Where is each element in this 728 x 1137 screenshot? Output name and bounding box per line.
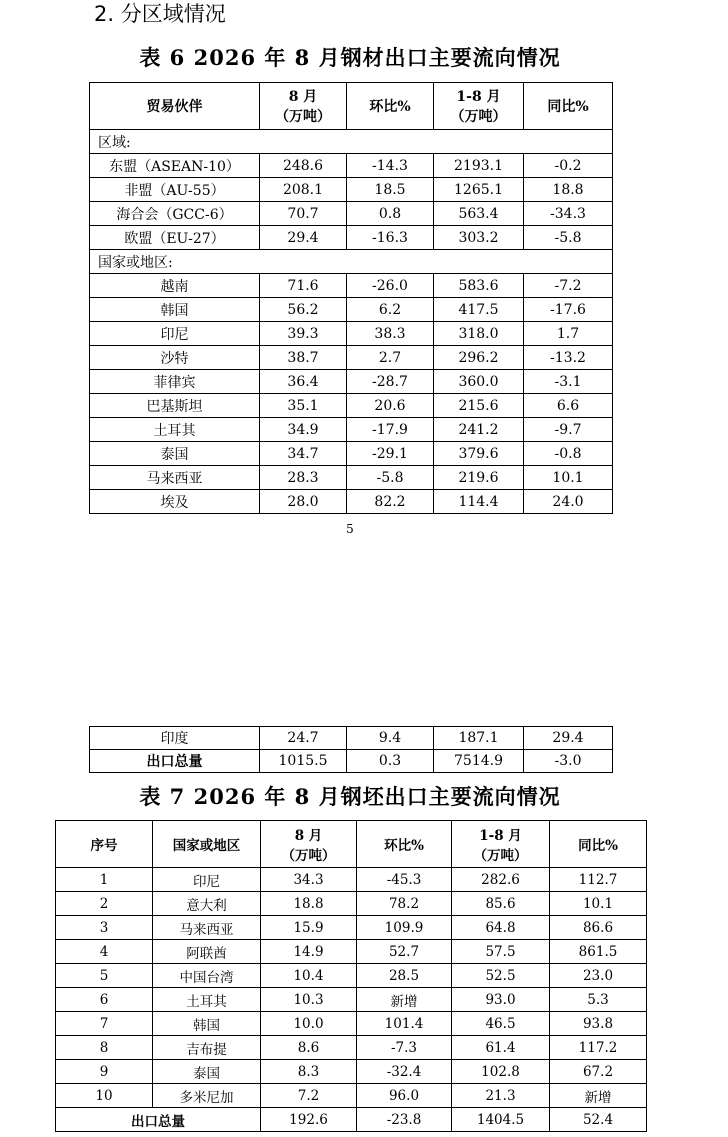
table-cell: 93.8 xyxy=(550,1012,647,1036)
table-cell: 102.8 xyxy=(452,1060,550,1084)
table-cell: 861.5 xyxy=(550,940,647,964)
table-cell: 2 xyxy=(56,892,153,916)
table-cell: 2193.1 xyxy=(434,154,524,178)
table6 xyxy=(89,82,613,514)
row-label: 土耳其 xyxy=(153,988,261,1012)
table-cell: 29.4 xyxy=(260,226,347,250)
row-label: 海合会（GCC-6） xyxy=(90,202,260,226)
table-cell: 7.2 xyxy=(261,1084,357,1108)
table-cell: 6.6 xyxy=(524,394,613,418)
table-row xyxy=(90,727,613,750)
row-label: 土耳其 xyxy=(90,418,260,442)
table-header-row xyxy=(90,83,613,130)
table-cell: 38.7 xyxy=(260,346,347,370)
table-cell: 109.9 xyxy=(357,916,452,940)
table-cell: 61.4 xyxy=(452,1036,550,1060)
table-cell: -14.3 xyxy=(347,154,434,178)
table-cell: 35.1 xyxy=(260,394,347,418)
table-cell: -13.2 xyxy=(524,346,613,370)
table-cell: 0.8 xyxy=(347,202,434,226)
table-cell: 38.3 xyxy=(347,322,434,346)
table6-continued xyxy=(89,726,613,773)
row-label: 欧盟（EU-27） xyxy=(90,226,260,250)
table-cell: -45.3 xyxy=(357,868,452,892)
table-cell: 215.6 xyxy=(434,394,524,418)
table-cell: 85.6 xyxy=(452,892,550,916)
table-cell: -17.6 xyxy=(524,298,613,322)
row-label: 菲律宾 xyxy=(90,370,260,394)
table-cell: 248.6 xyxy=(260,154,347,178)
table-cell: 7 xyxy=(56,1012,153,1036)
table-cell: 5 xyxy=(56,964,153,988)
table-cell: 18.8 xyxy=(261,892,357,916)
table-cell: 52.5 xyxy=(452,964,550,988)
row-label: 韩国 xyxy=(90,298,260,322)
group-label: 区域: xyxy=(90,130,613,154)
table-row xyxy=(56,1012,647,1036)
table-cell: -26.0 xyxy=(347,274,434,298)
table-cell: 23.0 xyxy=(550,964,647,988)
table-cell: 96.0 xyxy=(357,1084,452,1108)
row-label: 印尼 xyxy=(90,322,260,346)
table-cell: -17.9 xyxy=(347,418,434,442)
table-cell: 1 xyxy=(56,868,153,892)
table-cell: 3 xyxy=(56,916,153,940)
table-cell: 18.8 xyxy=(524,178,613,202)
table-cell: 28.3 xyxy=(260,466,347,490)
table-cell: 64.8 xyxy=(452,916,550,940)
table-cell: -5.8 xyxy=(347,466,434,490)
table-cell: 70.7 xyxy=(260,202,347,226)
table-cell: -16.3 xyxy=(347,226,434,250)
table-cell: 10.1 xyxy=(524,466,613,490)
table-cell: 93.0 xyxy=(452,988,550,1012)
row-label: 埃及 xyxy=(90,490,260,514)
row-label: 马来西亚 xyxy=(90,466,260,490)
table-cell: 39.3 xyxy=(260,322,347,346)
table-cell: 187.1 xyxy=(434,727,524,750)
row-label: 泰国 xyxy=(90,442,260,466)
table-cell: 192.6 xyxy=(261,1108,357,1132)
group-row xyxy=(90,130,613,154)
table-row xyxy=(90,490,613,514)
table-cell: -5.8 xyxy=(524,226,613,250)
table-row xyxy=(56,964,647,988)
row-label: 印尼 xyxy=(153,868,261,892)
table-cell: 10.1 xyxy=(550,892,647,916)
table-row xyxy=(56,1084,647,1108)
table-cell: 34.9 xyxy=(260,418,347,442)
row-label: 马来西亚 xyxy=(153,916,261,940)
table-cell: 57.5 xyxy=(452,940,550,964)
row-label: 吉布提 xyxy=(153,1036,261,1060)
table-cell: 10.0 xyxy=(261,1012,357,1036)
table-cell: 14.9 xyxy=(261,940,357,964)
table-cell: 241.2 xyxy=(434,418,524,442)
table-cell: -0.8 xyxy=(524,442,613,466)
column-header: 同比% xyxy=(524,83,613,130)
table-row xyxy=(90,418,613,442)
row-label: 中国台湾 xyxy=(153,964,261,988)
table-cell: 5.3 xyxy=(550,988,647,1012)
table-cell: 15.9 xyxy=(261,916,357,940)
table-cell: 34.3 xyxy=(261,868,357,892)
table-cell: 10.3 xyxy=(261,988,357,1012)
row-label: 印度 xyxy=(90,727,260,750)
table-cell: 8.6 xyxy=(261,1036,357,1060)
table-row xyxy=(90,154,613,178)
table-cell: -23.8 xyxy=(357,1108,452,1132)
table-cell: 9.4 xyxy=(347,727,434,750)
table-row xyxy=(56,988,647,1012)
table-cell: 29.4 xyxy=(524,727,613,750)
table-cell: 24.7 xyxy=(260,727,347,750)
table-cell: 417.5 xyxy=(434,298,524,322)
column-header: 国家或地区 xyxy=(153,821,261,868)
section-heading: 2. 分区域情况 xyxy=(94,2,226,26)
table-cell: 282.6 xyxy=(452,868,550,892)
table-cell: 24.0 xyxy=(524,490,613,514)
table-cell: -3.1 xyxy=(524,370,613,394)
table-cell: 20.6 xyxy=(347,394,434,418)
table-cell: 117.2 xyxy=(550,1036,647,1060)
table-cell: 71.6 xyxy=(260,274,347,298)
table-cell: -9.7 xyxy=(524,418,613,442)
table-cell: -32.4 xyxy=(357,1060,452,1084)
table-cell: -3.0 xyxy=(524,750,613,773)
table-cell: 86.6 xyxy=(550,916,647,940)
column-header: 环比% xyxy=(347,83,434,130)
page-number: 5 xyxy=(346,522,354,536)
table-cell: 583.6 xyxy=(434,274,524,298)
table-cell: 1404.5 xyxy=(452,1108,550,1132)
table-cell: -29.1 xyxy=(347,442,434,466)
table-cell: 219.6 xyxy=(434,466,524,490)
table-row xyxy=(90,322,613,346)
total-label: 出口总量 xyxy=(56,1108,261,1132)
table-cell: 360.0 xyxy=(434,370,524,394)
table-row xyxy=(56,1060,647,1084)
table-cell: -7.3 xyxy=(357,1036,452,1060)
row-label: 韩国 xyxy=(153,1012,261,1036)
row-label: 东盟（ASEAN-10） xyxy=(90,154,260,178)
table-row xyxy=(56,1036,647,1060)
table-cell: 46.5 xyxy=(452,1012,550,1036)
table-cell: 1015.5 xyxy=(260,750,347,773)
row-label: 非盟（AU-55） xyxy=(90,178,260,202)
table-row xyxy=(56,892,647,916)
table-cell: 112.7 xyxy=(550,868,647,892)
table-cell: 36.4 xyxy=(260,370,347,394)
table-cell: 6.2 xyxy=(347,298,434,322)
column-header: 序号 xyxy=(56,821,153,868)
table-cell: 28.5 xyxy=(357,964,452,988)
row-label: 泰国 xyxy=(153,1060,261,1084)
table-cell: 9 xyxy=(56,1060,153,1084)
column-header: 同比% xyxy=(550,821,647,868)
row-label: 沙特 xyxy=(90,346,260,370)
table-cell: 1.7 xyxy=(524,322,613,346)
table6-title: 表 6 2026 年 8 月钢材出口主要流向情况 xyxy=(139,45,561,70)
table-row xyxy=(90,226,613,250)
table-cell: 78.2 xyxy=(357,892,452,916)
table-cell: 101.4 xyxy=(357,1012,452,1036)
table-row xyxy=(90,394,613,418)
table-row xyxy=(56,916,647,940)
table-row xyxy=(90,274,613,298)
row-label: 多米尼加 xyxy=(153,1084,261,1108)
column-header: 1-8 月 （万吨） xyxy=(452,821,550,868)
column-header: 贸易伙伴 xyxy=(90,83,260,130)
table-cell: 563.4 xyxy=(434,202,524,226)
table-cell: 6 xyxy=(56,988,153,1012)
table-cell: 21.3 xyxy=(452,1084,550,1108)
table-cell: 379.6 xyxy=(434,442,524,466)
table7 xyxy=(55,820,647,1132)
table-row xyxy=(90,178,613,202)
table-cell: 208.1 xyxy=(260,178,347,202)
table-cell: 7514.9 xyxy=(434,750,524,773)
table-row xyxy=(56,940,647,964)
row-label: 巴基斯坦 xyxy=(90,394,260,418)
table-row xyxy=(90,346,613,370)
group-row xyxy=(90,250,613,274)
table-cell: 296.2 xyxy=(434,346,524,370)
table-cell: 2.7 xyxy=(347,346,434,370)
table-cell: -0.2 xyxy=(524,154,613,178)
table-cell: 新增 xyxy=(357,988,452,1012)
table-row xyxy=(90,298,613,322)
table-cell: 52.7 xyxy=(357,940,452,964)
row-label: 意大利 xyxy=(153,892,261,916)
table-cell: 52.4 xyxy=(550,1108,647,1132)
column-header: 环比% xyxy=(357,821,452,868)
table-cell: 8 xyxy=(56,1036,153,1060)
table-cell: -28.7 xyxy=(347,370,434,394)
group-label: 国家或地区: xyxy=(90,250,613,274)
column-header: 8 月 （万吨） xyxy=(260,83,347,130)
table-cell: 新增 xyxy=(550,1084,647,1108)
table-cell: 4 xyxy=(56,940,153,964)
table-cell: -7.2 xyxy=(524,274,613,298)
table-cell: 1265.1 xyxy=(434,178,524,202)
row-label: 越南 xyxy=(90,274,260,298)
column-header: 8 月 （万吨） xyxy=(261,821,357,868)
table-row xyxy=(90,370,613,394)
table-header-row xyxy=(56,821,647,868)
table-row xyxy=(56,868,647,892)
table7-title: 表 7 2026 年 8 月钢坯出口主要流向情况 xyxy=(139,784,561,809)
table-cell: 303.2 xyxy=(434,226,524,250)
table-cell: 82.2 xyxy=(347,490,434,514)
table-cell: 34.7 xyxy=(260,442,347,466)
total-row xyxy=(56,1108,647,1132)
table-cell: 114.4 xyxy=(434,490,524,514)
table-cell: 8.3 xyxy=(261,1060,357,1084)
table-cell: 56.2 xyxy=(260,298,347,322)
row-label: 阿联酋 xyxy=(153,940,261,964)
table-row xyxy=(90,442,613,466)
table-row xyxy=(90,202,613,226)
table-cell: 10 xyxy=(56,1084,153,1108)
table-cell: 18.5 xyxy=(347,178,434,202)
table-row xyxy=(90,466,613,490)
table-cell: 10.4 xyxy=(261,964,357,988)
table-cell: 318.0 xyxy=(434,322,524,346)
column-header: 1-8 月 （万吨） xyxy=(434,83,524,130)
table-cell: -34.3 xyxy=(524,202,613,226)
table-cell: 67.2 xyxy=(550,1060,647,1084)
table-cell: 28.0 xyxy=(260,490,347,514)
total-row xyxy=(90,750,613,773)
table-cell: 0.3 xyxy=(347,750,434,773)
total-label: 出口总量 xyxy=(90,750,260,773)
